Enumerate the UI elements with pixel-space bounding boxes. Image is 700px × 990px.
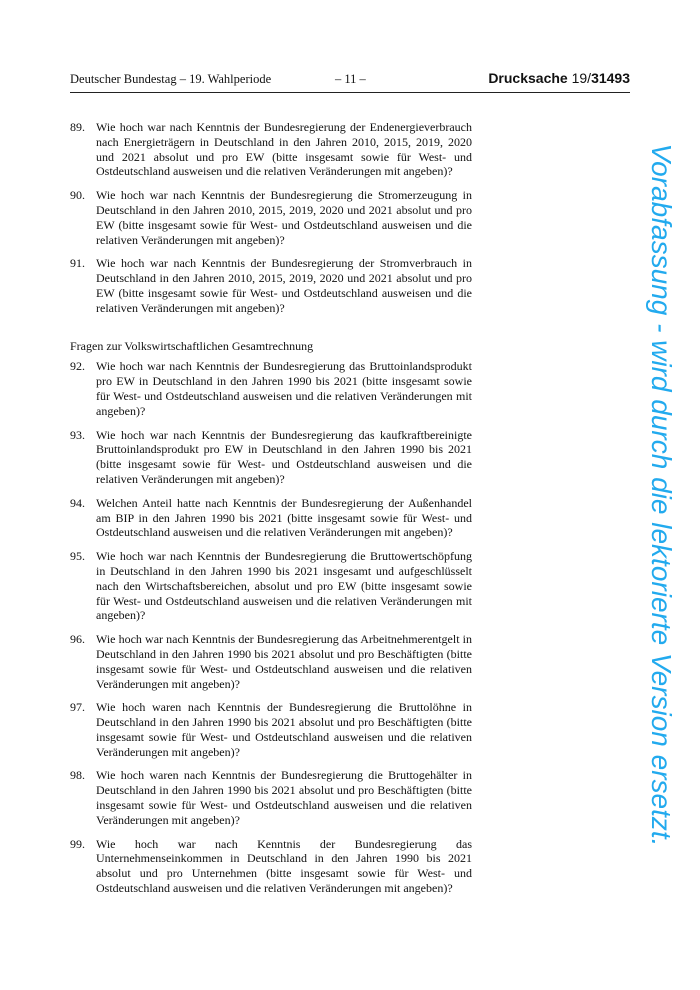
question-item <box>70 768 472 827</box>
question-text: Wie hoch war nach Kenntnis der Bundesregierung der Endenergieverbrauch nach Energieträgern in Deutschland in den Jahren 2010, 2015, 2019, 2020 und 2021 absolut und pro EW (bitte insgesamt sowie für West- und Ostdeutschland ausweisen und die relativen Veränderungen mit angeben)? <box>96 120 472 179</box>
question-number: 95. <box>70 549 85 564</box>
question-item <box>70 496 472 540</box>
question-text: Wie hoch war nach Kenntnis der Bundesregierung die Bruttowertschöpfung in Deutschland in den Jahren 1990 bis 2021 insgesamt und aufgeschlüsselt nach den Wirtschaftsbereichen, absolut und pro EW (bitte insgesamt sowie für West- und Ostdeutschland ausweisen und die relativen Veränderungen mit angeben)? <box>96 549 472 623</box>
question-number: 89. <box>70 120 85 134</box>
question-list <box>70 120 472 905</box>
draft-watermark <box>646 110 676 880</box>
question-item <box>70 428 472 487</box>
document-label: Drucksache <box>488 70 568 86</box>
question-number: 98. <box>70 768 85 783</box>
question-text: Wie hoch war nach Kenntnis der Bundesregierung der Stromverbrauch in Deutschland in den Jahren 2010, 2015, 2019, 2020 und 2021 absolut und pro EW (bitte insgesamt sowie für West- und Ostdeutschland ausweisen und die relativen Veränderungen mit angeben)? <box>96 256 472 315</box>
question-group-energy <box>70 120 472 316</box>
question-item <box>70 359 472 418</box>
question-text: Welchen Anteil hatte nach Kenntnis der Bundesregierung der Außenhandel am BIP in den Jahren 1990 bis 2021 (bitte insgesamt sowie für West- und Ostdeutschland ausweisen und die relativen Veränderungen mit angeben)? <box>96 495 472 540</box>
page-number: – 11 – <box>335 72 366 86</box>
document-number <box>488 70 630 86</box>
question-number: 91. <box>70 256 85 271</box>
question-text: Wie hoch waren nach Kenntnis der Bundesregierung die Bruttolöhne in Deutschland in den Jahren 1990 bis 2021 absolut und pro Beschäftigten (bitte insgesamt sowie für West- und Ostdeutschland ausweisen und die relativen Veränderungen mit angeben)? <box>96 700 472 759</box>
question-text: Wie hoch waren nach Kenntnis der Bundesregierung die Bruttogehälter in Deutschland in den Jahren 1990 bis 2021 absolut und pro Beschäftigten (bitte insgesamt sowie für West- und Ostdeutschland ausweisen und die relativen Veränderungen mit angeben)? <box>96 768 472 827</box>
watermark-text: Vorabfassung - wird durch die lektorierte Version ersetzt. <box>646 143 677 847</box>
question-item <box>70 837 472 896</box>
question-item <box>70 700 472 759</box>
question-number: 96. <box>70 632 85 647</box>
question-item <box>70 549 472 623</box>
question-text: Wie hoch war nach Kenntnis der Bundesregierung das Bruttoinlandsprodukt pro EW in Deutschland in den Jahren 1990 bis 2021 (bitte insgesamt sowie für West- und Ostdeutschland ausweisen und die relativen Veränderungen mit angeben)? <box>96 359 472 418</box>
question-number: 90. <box>70 188 85 203</box>
question-text: Wie hoch war nach Kenntnis der Bundesregierung das Arbeitnehmerentgelt in Deutschland in den Jahren 1990 bis 2021 absolut und pro Beschäftigten (bitte insgesamt sowie für West- und Ostdeutschland ausweisen und die relativen Veränderungen mit angeben)? <box>96 632 472 691</box>
document-id-main: 31493 <box>591 70 630 86</box>
question-item <box>70 188 472 247</box>
question-item <box>70 256 472 315</box>
parliament-period: Deutscher Bundestag – 19. Wahlperiode <box>70 72 272 86</box>
section-heading: Fragen zur Volkswirtschaftlichen Gesamtrechnung <box>70 338 314 353</box>
question-item <box>70 120 472 179</box>
question-number: 97. <box>70 700 85 715</box>
question-number: 99. <box>70 836 85 851</box>
question-text: Wie hoch war nach Kenntnis der Bundesregierung die Stromerzeugung in Deutschland in den Jahren 2010, 2015, 2019, 2020 und 2021 absolut und pro EW (bitte insgesamt sowie für West- und Ostdeutschland ausweisen und die relativen Veränderungen mit angeben)? <box>96 188 472 247</box>
document-id-prefix: 19/ <box>571 70 592 86</box>
question-number: 93. <box>70 427 85 442</box>
question-text: Wie hoch war nach Kenntnis der Bundesregierung das Unternehmenseinkommen in Deutschland in den Jahren 1990 bis 2021 absolut und pro Unternehmen (bitte insgesamt sowie für West- und Ostdeutschland ausweisen und die relativen Veränderungen mit angeben)? <box>96 836 472 896</box>
question-text: Wie hoch war nach Kenntnis der Bundesregierung das kaufkraftbereinigte Bruttoinlandsprodukt pro EW in Deutschland in den Jahren 1990 bis 2021 (bitte insgesamt sowie für West- und Ostdeutschland ausweisen und die relativen Veränderungen mit angeben)? <box>96 427 472 486</box>
document-id <box>572 70 630 86</box>
question-number: 94. <box>70 495 85 510</box>
question-number: 92. <box>70 359 85 374</box>
question-group-vgr <box>70 359 472 896</box>
page-header <box>70 72 630 93</box>
question-item <box>70 632 472 691</box>
